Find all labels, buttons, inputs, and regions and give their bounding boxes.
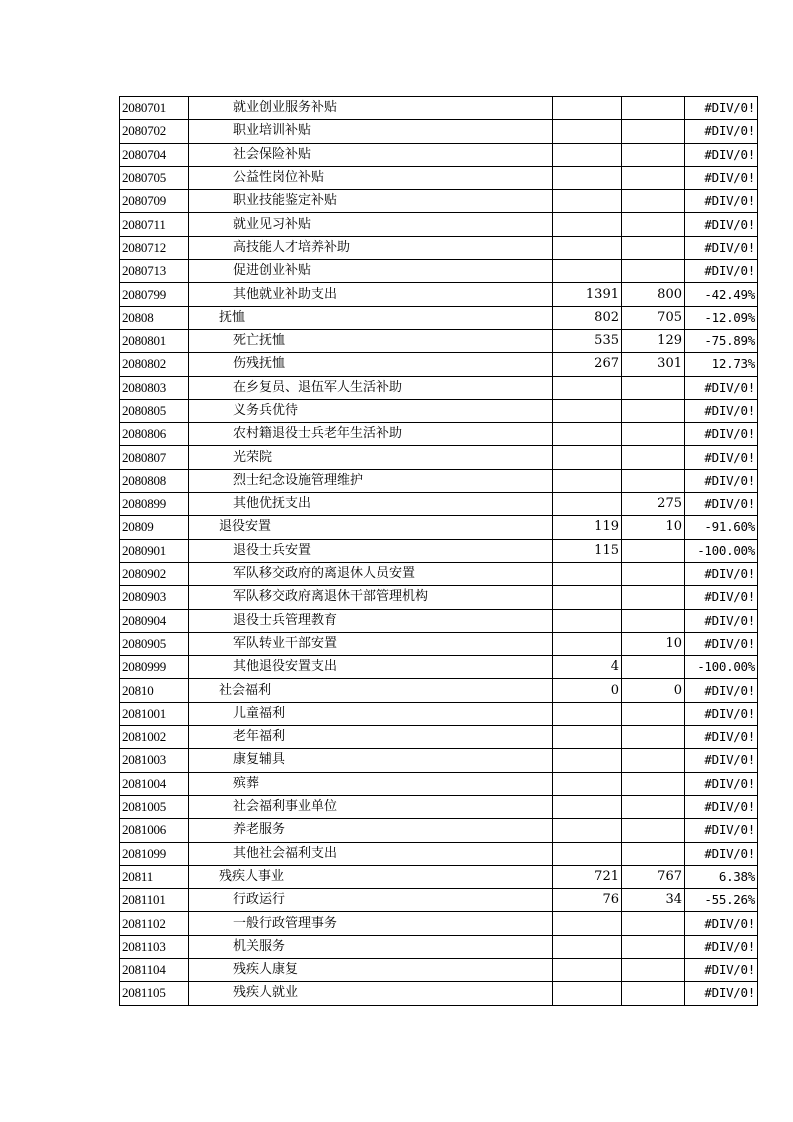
- change-percent-cell: #DIV/0!: [685, 97, 758, 120]
- current-amount-cell: [622, 120, 685, 143]
- change-percent-cell: 6.38%: [685, 865, 758, 888]
- table-row: [120, 236, 758, 259]
- table-row: [120, 982, 758, 1005]
- item-name-cell: 抚恤: [189, 306, 553, 329]
- change-percent-cell: #DIV/0!: [685, 749, 758, 772]
- prior-amount-cell: [553, 819, 622, 842]
- item-code-cell: 2081006: [120, 819, 189, 842]
- item-name-cell: 职业培训补贴: [189, 120, 553, 143]
- prior-amount-cell: [553, 399, 622, 422]
- item-code-cell: 2080806: [120, 423, 189, 446]
- item-name-cell: 义务兵优待: [189, 399, 553, 422]
- table-row: [120, 353, 758, 376]
- item-code-cell: 2081101: [120, 889, 189, 912]
- prior-amount-cell: [553, 562, 622, 585]
- budget-table-body: [120, 97, 758, 1006]
- table-row: [120, 819, 758, 842]
- item-code-cell: 2081099: [120, 842, 189, 865]
- item-code-cell: 2080902: [120, 562, 189, 585]
- item-code-cell: 2080903: [120, 586, 189, 609]
- item-code-cell: 2081105: [120, 982, 189, 1005]
- current-amount-cell: [622, 446, 685, 469]
- prior-amount-cell: [553, 842, 622, 865]
- item-name-cell: 其他社会福利支出: [189, 842, 553, 865]
- table-row: [120, 166, 758, 189]
- item-code-cell: 2080709: [120, 190, 189, 213]
- item-code-cell: 2080704: [120, 143, 189, 166]
- item-name-cell: 军队转业干部安置: [189, 632, 553, 655]
- change-percent-cell: -12.09%: [685, 306, 758, 329]
- table-row: [120, 935, 758, 958]
- table-row: [120, 120, 758, 143]
- current-amount-cell: 800: [622, 283, 685, 306]
- item-name-cell: 光荣院: [189, 446, 553, 469]
- item-name-cell: 康复辅具: [189, 749, 553, 772]
- current-amount-cell: [622, 842, 685, 865]
- prior-amount-cell: [553, 632, 622, 655]
- item-name-cell: 残疾人康复: [189, 958, 553, 981]
- prior-amount-cell: [553, 795, 622, 818]
- change-percent-cell: #DIV/0!: [685, 586, 758, 609]
- table-row: [120, 306, 758, 329]
- prior-amount-cell: [553, 609, 622, 632]
- change-percent-cell: #DIV/0!: [685, 120, 758, 143]
- change-percent-cell: #DIV/0!: [685, 260, 758, 283]
- table-row: [120, 726, 758, 749]
- current-amount-cell: [622, 190, 685, 213]
- change-percent-cell: 12.73%: [685, 353, 758, 376]
- item-code-cell: 2081005: [120, 795, 189, 818]
- change-percent-cell: #DIV/0!: [685, 912, 758, 935]
- table-row: [120, 912, 758, 935]
- current-amount-cell: [622, 469, 685, 492]
- change-percent-cell: #DIV/0!: [685, 772, 758, 795]
- prior-amount-cell: 76: [553, 889, 622, 912]
- current-amount-cell: [622, 586, 685, 609]
- prior-amount-cell: 1391: [553, 283, 622, 306]
- prior-amount-cell: [553, 493, 622, 516]
- item-code-cell: 2081103: [120, 935, 189, 958]
- current-amount-cell: [622, 236, 685, 259]
- prior-amount-cell: 721: [553, 865, 622, 888]
- change-percent-cell: #DIV/0!: [685, 166, 758, 189]
- table-row: [120, 679, 758, 702]
- change-percent-cell: #DIV/0!: [685, 958, 758, 981]
- item-code-cell: 20808: [120, 306, 189, 329]
- item-code-cell: 2080803: [120, 376, 189, 399]
- change-percent-cell: #DIV/0!: [685, 982, 758, 1005]
- item-code-cell: 2080999: [120, 656, 189, 679]
- change-percent-cell: #DIV/0!: [685, 935, 758, 958]
- current-amount-cell: [622, 982, 685, 1005]
- item-code-cell: 2081102: [120, 912, 189, 935]
- current-amount-cell: [622, 143, 685, 166]
- current-amount-cell: 10: [622, 632, 685, 655]
- table-row: [120, 469, 758, 492]
- prior-amount-cell: [553, 935, 622, 958]
- prior-amount-cell: [553, 726, 622, 749]
- item-code-cell: 2080901: [120, 539, 189, 562]
- item-code-cell: 2080801: [120, 329, 189, 352]
- item-name-cell: 社会福利事业单位: [189, 795, 553, 818]
- item-code-cell: 2081104: [120, 958, 189, 981]
- table-row: [120, 889, 758, 912]
- table-row: [120, 260, 758, 283]
- prior-amount-cell: [553, 982, 622, 1005]
- prior-amount-cell: [553, 143, 622, 166]
- change-percent-cell: #DIV/0!: [685, 726, 758, 749]
- change-percent-cell: #DIV/0!: [685, 609, 758, 632]
- item-name-cell: 退役士兵安置: [189, 539, 553, 562]
- table-row: [120, 376, 758, 399]
- current-amount-cell: 705: [622, 306, 685, 329]
- table-row: [120, 399, 758, 422]
- table-row: [120, 772, 758, 795]
- current-amount-cell: 301: [622, 353, 685, 376]
- prior-amount-cell: [553, 469, 622, 492]
- item-code-cell: 2080802: [120, 353, 189, 376]
- change-percent-cell: #DIV/0!: [685, 376, 758, 399]
- current-amount-cell: [622, 819, 685, 842]
- item-name-cell: 促进创业补贴: [189, 260, 553, 283]
- item-code-cell: 2080799: [120, 283, 189, 306]
- item-code-cell: 2080807: [120, 446, 189, 469]
- item-name-cell: 社会福利: [189, 679, 553, 702]
- item-code-cell: 2080808: [120, 469, 189, 492]
- prior-amount-cell: [553, 190, 622, 213]
- table-row: [120, 562, 758, 585]
- prior-amount-cell: 535: [553, 329, 622, 352]
- table-row: [120, 586, 758, 609]
- table-row: [120, 842, 758, 865]
- prior-amount-cell: 267: [553, 353, 622, 376]
- change-percent-cell: #DIV/0!: [685, 632, 758, 655]
- item-name-cell: 其他优抚支出: [189, 493, 553, 516]
- item-name-cell: 伤残抚恤: [189, 353, 553, 376]
- current-amount-cell: 10: [622, 516, 685, 539]
- item-code-cell: 20811: [120, 865, 189, 888]
- item-name-cell: 其他就业补助支出: [189, 283, 553, 306]
- table-row: [120, 632, 758, 655]
- current-amount-cell: [622, 399, 685, 422]
- item-code-cell: 2080711: [120, 213, 189, 236]
- item-code-cell: 2081004: [120, 772, 189, 795]
- item-code-cell: 2080899: [120, 493, 189, 516]
- item-name-cell: 残疾人事业: [189, 865, 553, 888]
- table-row: [120, 702, 758, 725]
- item-name-cell: 职业技能鉴定补贴: [189, 190, 553, 213]
- current-amount-cell: [622, 935, 685, 958]
- item-code-cell: 20809: [120, 516, 189, 539]
- item-code-cell: 2080702: [120, 120, 189, 143]
- table-row: [120, 190, 758, 213]
- table-row: [120, 516, 758, 539]
- change-percent-cell: -91.60%: [685, 516, 758, 539]
- current-amount-cell: [622, 795, 685, 818]
- item-name-cell: 死亡抚恤: [189, 329, 553, 352]
- prior-amount-cell: [553, 586, 622, 609]
- table-row: [120, 795, 758, 818]
- prior-amount-cell: [553, 120, 622, 143]
- item-name-cell: 机关服务: [189, 935, 553, 958]
- item-name-cell: 儿童福利: [189, 702, 553, 725]
- change-percent-cell: #DIV/0!: [685, 819, 758, 842]
- table-row: [120, 97, 758, 120]
- current-amount-cell: [622, 702, 685, 725]
- prior-amount-cell: [553, 166, 622, 189]
- item-name-cell: 残疾人就业: [189, 982, 553, 1005]
- item-code-cell: 2080712: [120, 236, 189, 259]
- prior-amount-cell: [553, 376, 622, 399]
- item-name-cell: 社会保险补贴: [189, 143, 553, 166]
- item-name-cell: 养老服务: [189, 819, 553, 842]
- current-amount-cell: 275: [622, 493, 685, 516]
- change-percent-cell: #DIV/0!: [685, 562, 758, 585]
- budget-table: [119, 96, 758, 1006]
- item-name-cell: 军队移交政府离退休干部管理机构: [189, 586, 553, 609]
- change-percent-cell: #DIV/0!: [685, 236, 758, 259]
- current-amount-cell: [622, 213, 685, 236]
- change-percent-cell: #DIV/0!: [685, 469, 758, 492]
- prior-amount-cell: [553, 260, 622, 283]
- item-code-cell: 2081001: [120, 702, 189, 725]
- item-name-cell: 殡葬: [189, 772, 553, 795]
- item-name-cell: 在乡复员、退伍军人生活补助: [189, 376, 553, 399]
- change-percent-cell: -100.00%: [685, 656, 758, 679]
- item-name-cell: 公益性岗位补贴: [189, 166, 553, 189]
- prior-amount-cell: [553, 958, 622, 981]
- table-row: [120, 958, 758, 981]
- prior-amount-cell: [553, 236, 622, 259]
- item-name-cell: 就业创业服务补贴: [189, 97, 553, 120]
- item-code-cell: 2080705: [120, 166, 189, 189]
- prior-amount-cell: 802: [553, 306, 622, 329]
- item-code-cell: 2080805: [120, 399, 189, 422]
- change-percent-cell: #DIV/0!: [685, 213, 758, 236]
- change-percent-cell: #DIV/0!: [685, 190, 758, 213]
- current-amount-cell: [622, 749, 685, 772]
- item-name-cell: 行政运行: [189, 889, 553, 912]
- prior-amount-cell: [553, 423, 622, 446]
- prior-amount-cell: [553, 749, 622, 772]
- prior-amount-cell: [553, 446, 622, 469]
- current-amount-cell: [622, 656, 685, 679]
- change-percent-cell: -100.00%: [685, 539, 758, 562]
- table-row: [120, 749, 758, 772]
- change-percent-cell: #DIV/0!: [685, 702, 758, 725]
- change-percent-cell: -42.49%: [685, 283, 758, 306]
- prior-amount-cell: 0: [553, 679, 622, 702]
- table-row: [120, 539, 758, 562]
- change-percent-cell: #DIV/0!: [685, 423, 758, 446]
- change-percent-cell: #DIV/0!: [685, 842, 758, 865]
- prior-amount-cell: [553, 97, 622, 120]
- prior-amount-cell: 119: [553, 516, 622, 539]
- table-row: [120, 493, 758, 516]
- change-percent-cell: -75.89%: [685, 329, 758, 352]
- item-code-cell: 2081002: [120, 726, 189, 749]
- item-name-cell: 军队移交政府的离退休人员安置: [189, 562, 553, 585]
- prior-amount-cell: [553, 912, 622, 935]
- current-amount-cell: [622, 260, 685, 283]
- table-row: [120, 609, 758, 632]
- current-amount-cell: [622, 376, 685, 399]
- change-percent-cell: #DIV/0!: [685, 399, 758, 422]
- item-name-cell: 老年福利: [189, 726, 553, 749]
- item-name-cell: 高技能人才培养补助: [189, 236, 553, 259]
- table-row: [120, 283, 758, 306]
- change-percent-cell: #DIV/0!: [685, 679, 758, 702]
- prior-amount-cell: [553, 702, 622, 725]
- table-row: [120, 423, 758, 446]
- item-code-cell: 2080904: [120, 609, 189, 632]
- item-code-cell: 20810: [120, 679, 189, 702]
- current-amount-cell: 0: [622, 679, 685, 702]
- item-code-cell: 2081003: [120, 749, 189, 772]
- change-percent-cell: #DIV/0!: [685, 446, 758, 469]
- table-row: [120, 865, 758, 888]
- table-row: [120, 656, 758, 679]
- table-row: [120, 446, 758, 469]
- current-amount-cell: [622, 166, 685, 189]
- current-amount-cell: [622, 539, 685, 562]
- table-row: [120, 213, 758, 236]
- change-percent-cell: #DIV/0!: [685, 143, 758, 166]
- prior-amount-cell: 4: [553, 656, 622, 679]
- item-name-cell: 其他退役安置支出: [189, 656, 553, 679]
- item-code-cell: 2080905: [120, 632, 189, 655]
- item-name-cell: 就业见习补贴: [189, 213, 553, 236]
- current-amount-cell: [622, 772, 685, 795]
- table-row: [120, 143, 758, 166]
- prior-amount-cell: [553, 772, 622, 795]
- prior-amount-cell: [553, 213, 622, 236]
- current-amount-cell: [622, 423, 685, 446]
- current-amount-cell: 767: [622, 865, 685, 888]
- current-amount-cell: [622, 912, 685, 935]
- item-name-cell: 烈士纪念设施管理维护: [189, 469, 553, 492]
- item-name-cell: 农村籍退役士兵老年生活补助: [189, 423, 553, 446]
- table-row: [120, 329, 758, 352]
- item-name-cell: 退役安置: [189, 516, 553, 539]
- current-amount-cell: [622, 726, 685, 749]
- change-percent-cell: #DIV/0!: [685, 493, 758, 516]
- current-amount-cell: [622, 562, 685, 585]
- current-amount-cell: [622, 958, 685, 981]
- item-code-cell: 2080701: [120, 97, 189, 120]
- current-amount-cell: 129: [622, 329, 685, 352]
- current-amount-cell: 34: [622, 889, 685, 912]
- item-code-cell: 2080713: [120, 260, 189, 283]
- change-percent-cell: #DIV/0!: [685, 795, 758, 818]
- current-amount-cell: [622, 97, 685, 120]
- item-name-cell: 退役士兵管理教育: [189, 609, 553, 632]
- change-percent-cell: -55.26%: [685, 889, 758, 912]
- prior-amount-cell: 115: [553, 539, 622, 562]
- item-name-cell: 一般行政管理事务: [189, 912, 553, 935]
- current-amount-cell: [622, 609, 685, 632]
